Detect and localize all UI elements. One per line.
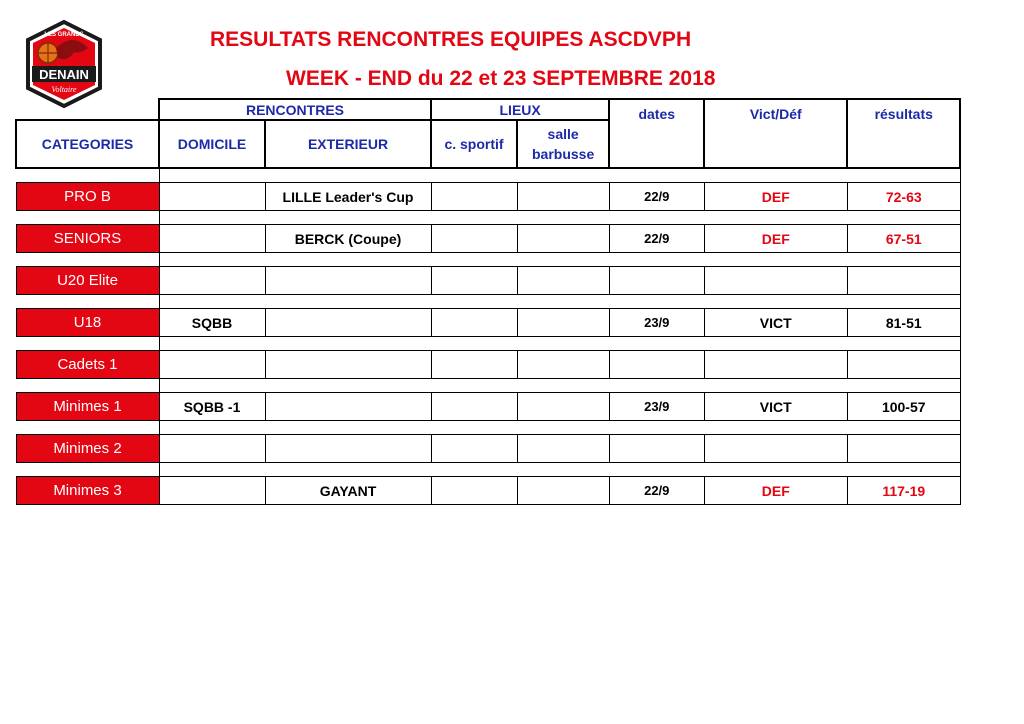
header-salle-barbusse: salle barbusse — [517, 120, 609, 168]
result-cell — [847, 435, 960, 463]
page-title: RESULTATS RENCONTRES EQUIPES ASCDVPH — [210, 28, 692, 51]
salle-barbusse-cell — [517, 351, 609, 379]
exterieur-cell: BERCK (Coupe) — [265, 225, 431, 253]
header-vict-def: Vict/Déf — [704, 99, 847, 168]
c-sportif-cell — [431, 225, 517, 253]
category-cell: Minimes 3 — [16, 477, 159, 505]
page-subtitle: WEEK - END du 22 et 23 SEPTEMBRE 2018 — [286, 67, 716, 90]
table-row — [16, 309, 960, 337]
category-cell: Cadets 1 — [16, 351, 159, 379]
vict-def-cell — [704, 435, 847, 463]
salle-barbusse-cell — [517, 435, 609, 463]
exterieur-cell — [265, 351, 431, 379]
category-cell: Minimes 1 — [16, 393, 159, 421]
date-cell: 22/9 — [609, 225, 704, 253]
domicile-cell — [159, 351, 265, 379]
salle-barbusse-cell — [517, 309, 609, 337]
salle-barbusse-cell — [517, 393, 609, 421]
table-row — [16, 435, 960, 463]
header-rencontres: RENCONTRES — [159, 99, 431, 120]
table-row — [16, 351, 960, 379]
salle-barbusse-cell — [517, 225, 609, 253]
header-dates: dates — [609, 99, 704, 168]
header-c-sportif: c. sportif — [431, 120, 517, 168]
row-spacer — [16, 463, 960, 477]
category-cell: SENIORS — [16, 225, 159, 253]
salle-barbusse-cell — [517, 477, 609, 505]
table-row — [16, 267, 960, 295]
result-cell: 100-57 — [847, 393, 960, 421]
date-cell: 23/9 — [609, 309, 704, 337]
row-spacer — [16, 253, 960, 267]
category-cell: U20 Elite — [16, 267, 159, 295]
header-domicile: DOMICILE — [159, 120, 265, 168]
category-cell: U18 — [16, 309, 159, 337]
domicile-cell — [159, 435, 265, 463]
c-sportif-cell — [431, 183, 517, 211]
row-spacer — [16, 337, 960, 351]
exterieur-cell — [265, 267, 431, 295]
c-sportif-cell — [431, 309, 517, 337]
exterieur-cell — [265, 393, 431, 421]
domicile-cell: SQBB -1 — [159, 393, 265, 421]
domicile-cell: SQBB — [159, 309, 265, 337]
domicile-cell — [159, 477, 265, 505]
row-spacer — [16, 295, 960, 309]
vict-def-cell: VICT — [704, 393, 847, 421]
result-cell: 117-19 — [847, 477, 960, 505]
date-cell — [609, 267, 704, 295]
table-row — [16, 393, 960, 421]
table-row — [16, 183, 960, 211]
date-cell — [609, 435, 704, 463]
domicile-cell — [159, 267, 265, 295]
svg-text:DENAIN: DENAIN — [39, 67, 89, 82]
svg-text:LES GRANDS: LES GRANDS — [44, 32, 84, 38]
exterieur-cell — [265, 435, 431, 463]
date-cell: 23/9 — [609, 393, 704, 421]
header-lieux: LIEUX — [431, 99, 609, 120]
result-cell: 72-63 — [847, 183, 960, 211]
table-row — [16, 477, 960, 505]
c-sportif-cell — [431, 267, 517, 295]
result-cell — [847, 351, 960, 379]
domicile-cell — [159, 225, 265, 253]
header-resultats: résultats — [847, 99, 960, 168]
exterieur-cell: LILLE Leader's Cup — [265, 183, 431, 211]
table-row — [16, 225, 960, 253]
header-exterieur: EXTERIEUR — [265, 120, 431, 168]
date-cell — [609, 351, 704, 379]
category-cell: Minimes 2 — [16, 435, 159, 463]
vict-def-cell: DEF — [704, 183, 847, 211]
salle-barbusse-cell — [517, 183, 609, 211]
row-spacer — [16, 211, 960, 225]
svg-text:Voltaire: Voltaire — [51, 85, 77, 94]
vict-def-cell: DEF — [704, 225, 847, 253]
exterieur-cell — [265, 309, 431, 337]
result-cell: 81-51 — [847, 309, 960, 337]
vict-def-cell: DEF — [704, 477, 847, 505]
date-cell: 22/9 — [609, 477, 704, 505]
row-spacer — [16, 421, 960, 435]
c-sportif-cell — [431, 351, 517, 379]
row-spacer — [16, 168, 960, 183]
salle-barbusse-cell — [517, 267, 609, 295]
domicile-cell — [159, 183, 265, 211]
date-cell: 22/9 — [609, 183, 704, 211]
vict-def-cell: VICT — [704, 309, 847, 337]
category-cell: PRO B — [16, 183, 159, 211]
header-categories: CATEGORIES — [16, 120, 159, 168]
exterieur-cell: GAYANT — [265, 477, 431, 505]
result-cell: 67-51 — [847, 225, 960, 253]
results-table — [15, 98, 961, 505]
result-cell — [847, 267, 960, 295]
vict-def-cell — [704, 267, 847, 295]
vict-def-cell — [704, 351, 847, 379]
c-sportif-cell — [431, 477, 517, 505]
club-logo — [18, 18, 110, 110]
c-sportif-cell — [431, 393, 517, 421]
c-sportif-cell — [431, 435, 517, 463]
row-spacer — [16, 379, 960, 393]
